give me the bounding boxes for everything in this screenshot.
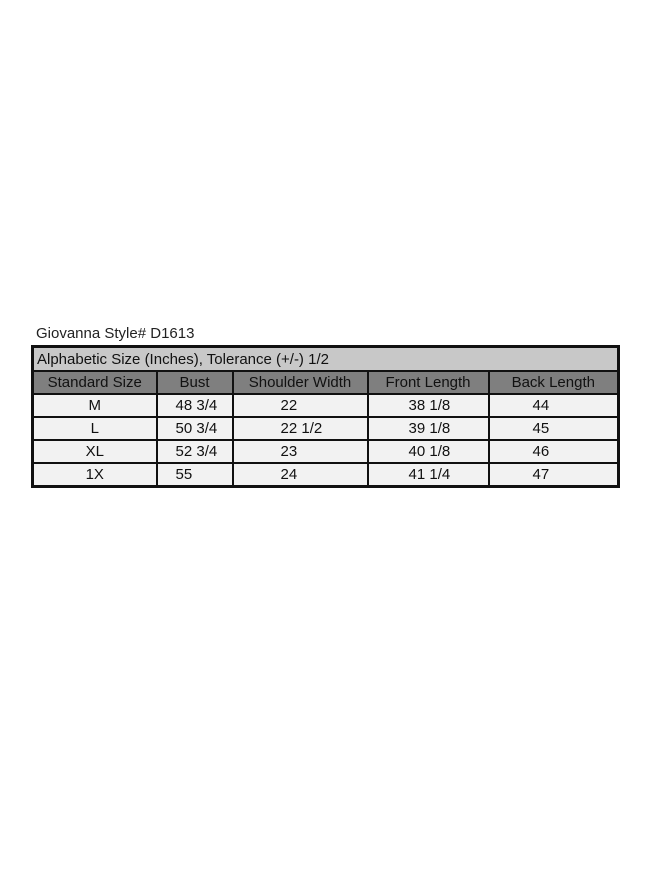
cell-bust: 48 3/4: [157, 394, 233, 417]
cell-bust: 52 3/4: [157, 440, 233, 463]
cell-back-length: 44: [489, 394, 619, 417]
cell-shoulder-width: 22: [233, 394, 368, 417]
cell-front-length: 39 1/8: [368, 417, 489, 440]
cell-size: M: [33, 394, 157, 417]
cell-shoulder-width: 22 1/2: [233, 417, 368, 440]
cell-size: 1X: [33, 463, 157, 487]
cell-shoulder-width: 23: [233, 440, 368, 463]
cell-front-length: 40 1/8: [368, 440, 489, 463]
table-row: [33, 394, 619, 417]
cell-front-length: 38 1/8: [368, 394, 489, 417]
header-bust: Bust: [157, 371, 233, 394]
table-header-row: [33, 371, 619, 394]
cell-bust: 50 3/4: [157, 417, 233, 440]
size-chart-table: [31, 345, 620, 488]
header-back-length: Back Length: [489, 371, 619, 394]
cell-size: XL: [33, 440, 157, 463]
table-row: [33, 417, 619, 440]
cell-bust: 55: [157, 463, 233, 487]
cell-back-length: 47: [489, 463, 619, 487]
cell-size: L: [33, 417, 157, 440]
cell-shoulder-width: 24: [233, 463, 368, 487]
table-caption: Alphabetic Size (Inches), Tolerance (+/-) 1/2: [33, 347, 619, 372]
cell-back-length: 45: [489, 417, 619, 440]
header-standard-size: Standard Size: [33, 371, 157, 394]
table-row: [33, 463, 619, 487]
table-row: [33, 440, 619, 463]
cell-front-length: 41 1/4: [368, 463, 489, 487]
header-front-length: Front Length: [368, 371, 489, 394]
cell-back-length: 46: [489, 440, 619, 463]
table-caption-row: [33, 347, 619, 372]
style-title: Giovanna Style# D1613: [36, 325, 195, 342]
header-shoulder-width: Shoulder Width: [233, 371, 368, 394]
